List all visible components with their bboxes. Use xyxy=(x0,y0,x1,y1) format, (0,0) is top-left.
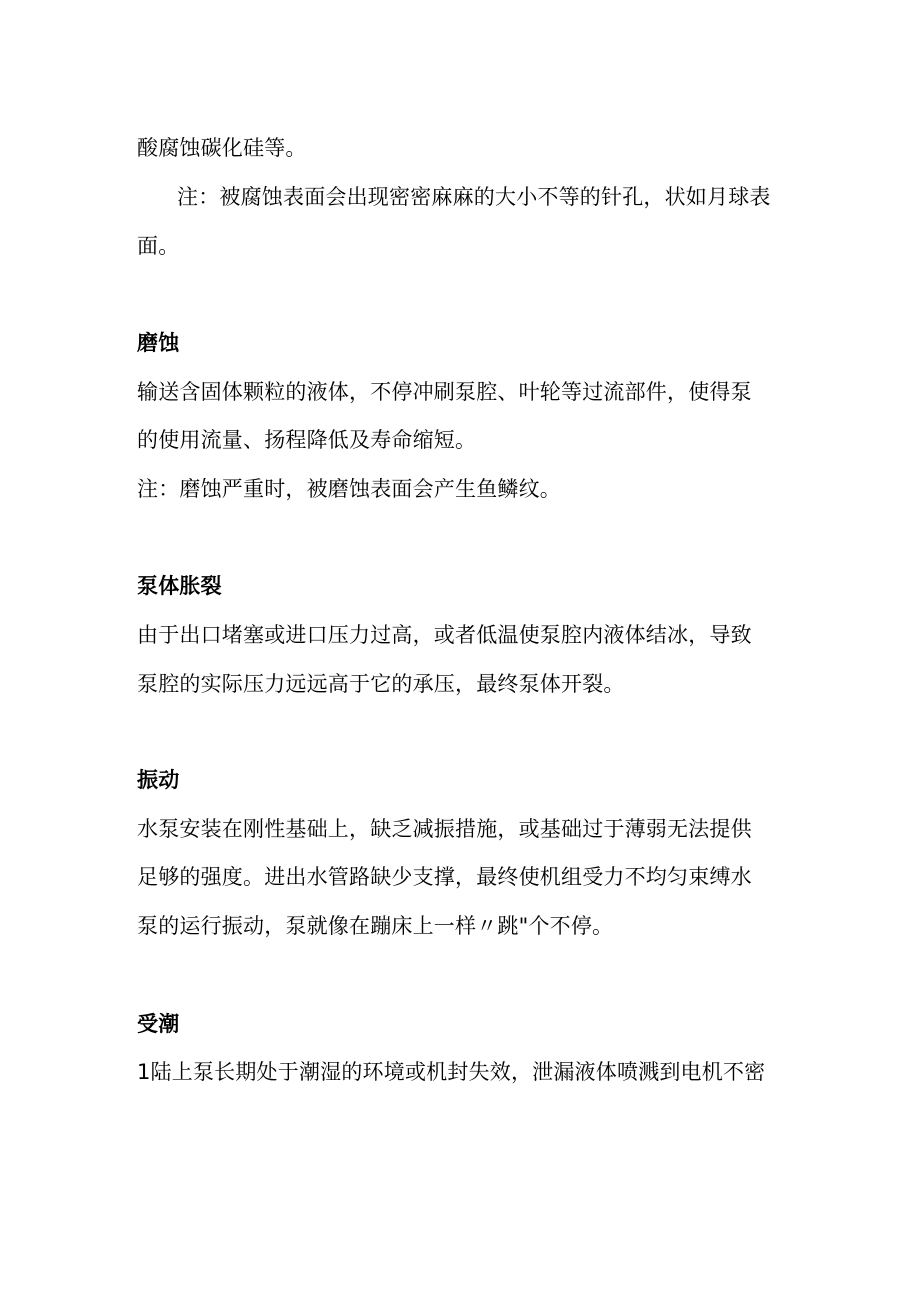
paragraph-line: 水泵安装在刚性基础上，缺乏减振措施，或基础过于薄弱无法提供 xyxy=(137,817,752,841)
section-heading-moisture: 受潮 xyxy=(137,1012,180,1036)
paragraph-line: 泵的运行振动，泵就像在蹦床上一样〃跳"个不停。 xyxy=(137,914,614,938)
paragraph-line: 的使用流量、扬程降低及寿命缩短。 xyxy=(137,428,477,452)
note-line: 注：磨蚀严重时，被磨蚀表面会产生鱼鳞纹。 xyxy=(137,477,561,501)
paragraph-line: 输送含固体颗粒的液体，不停冲刷泵腔、叶轮等过流部件，使得泵 xyxy=(137,380,752,404)
note-line: 注：被腐蚀表面会出现密密麻麻的大小不等的针孔，状如月球表 xyxy=(177,185,771,209)
section-heading-vibration: 振动 xyxy=(137,768,180,792)
note-line: 面。 xyxy=(137,234,180,258)
paragraph-line: 酸腐蚀碳化硅等。 xyxy=(137,136,307,160)
section-heading-abrasion: 磨蚀 xyxy=(137,331,180,355)
section-heading-pump-burst: 泵体胀裂 xyxy=(137,574,222,598)
paragraph-line: 由于出口堵塞或进口压力过高，或者低温使泵腔内液体结冰，导致 xyxy=(137,623,752,647)
paragraph-line: 1陆上泵长期处于潮湿的环境或机封失效，泄漏液体喷溅到电机不密 xyxy=(137,1060,766,1084)
paragraph-line: 足够的强度。进出水管路缺少支撑，最终使机组受力不均匀束缚水 xyxy=(137,865,752,889)
paragraph-line: 泵腔的实际压力远远高于它的承压，最终泵体开裂。 xyxy=(137,672,625,696)
